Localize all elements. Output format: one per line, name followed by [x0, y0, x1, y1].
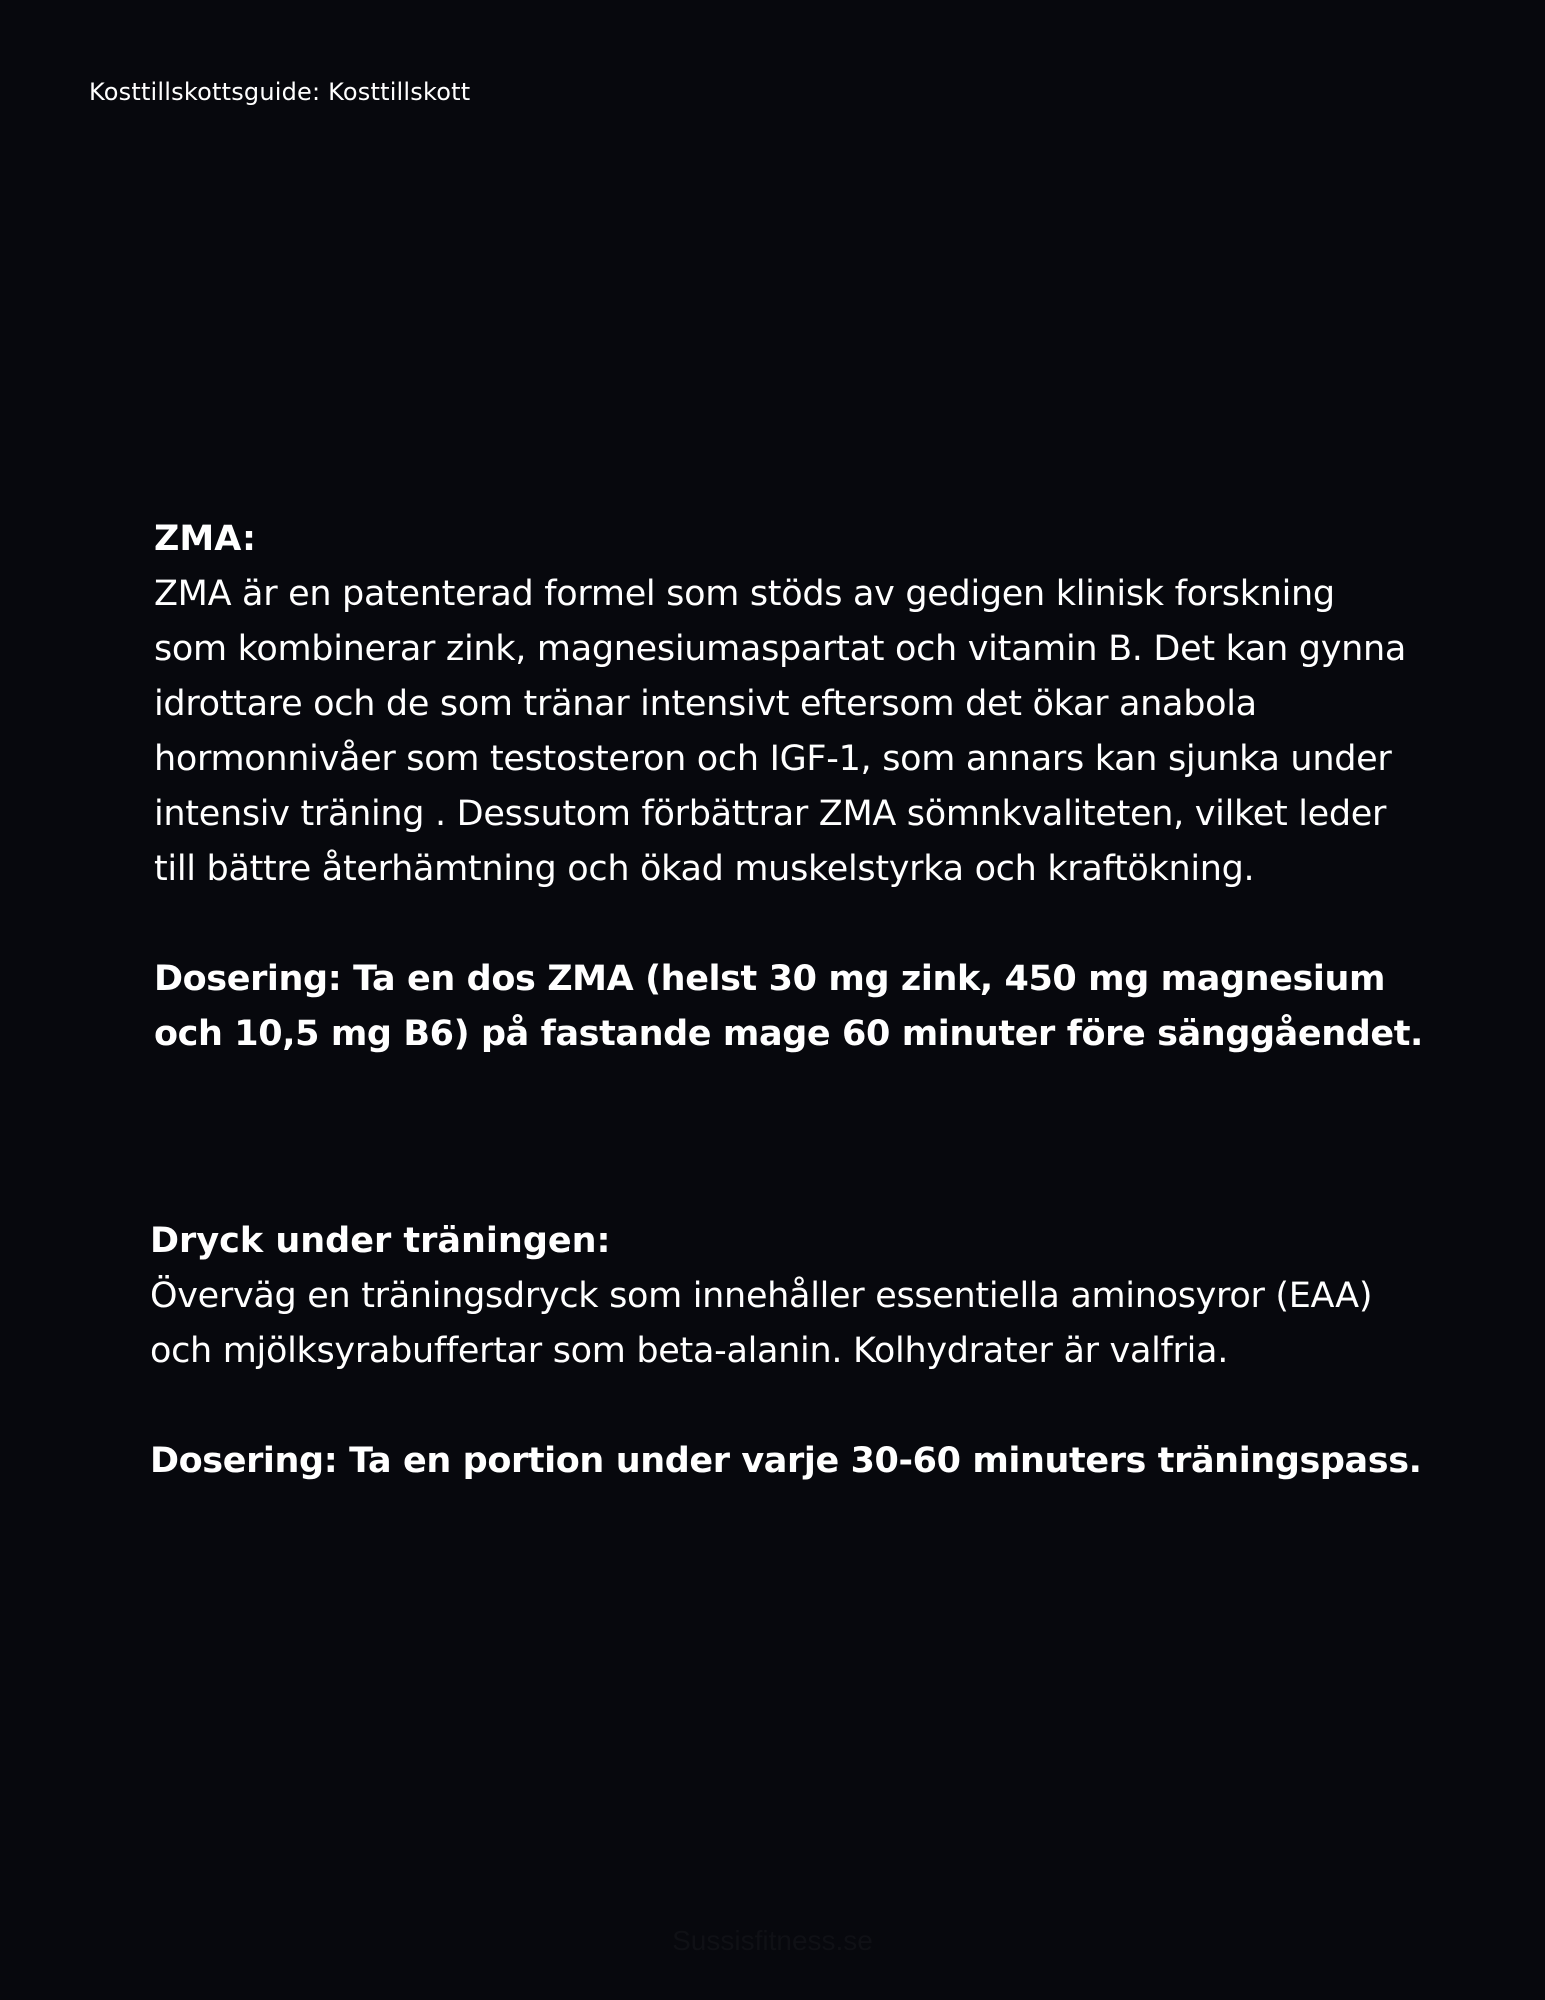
intra-workout-drink-description-line: och mjölksyrabuffertar som beta-alanin. Kolhydrater är valfria.: [150, 1331, 1229, 1371]
zma-description-line: som kombinerar zink, magnesiumaspartat och vitamin B. Det kan gynna: [154, 629, 1407, 669]
zma-description-line: idrottare och de som tränar intensivt eftersom det ökar anabola: [154, 684, 1257, 724]
footer-watermark: Sussisfitness.se: [672, 1925, 873, 1956]
intra-workout-drink-section: [150, 1214, 1450, 1489]
zma-title: ZMA:: [154, 519, 256, 559]
page-header: Kosttillskottsguide: Kosttillskott: [89, 78, 471, 106]
intra-workout-drink-description: [150, 1269, 1450, 1379]
zma-description-line: ZMA är en patenterad formel som stöds av gedigen klinisk forskning: [154, 574, 1335, 614]
zma-description-line: hormonnivåer som testosteron och IGF-1, som annars kan sjunka under: [154, 739, 1392, 779]
zma-description-line: till bättre återhämtning och ökad muskelstyrka och kraftökning.: [154, 849, 1255, 889]
zma-dosage-line: Dosering: Ta en dos ZMA (helst 30 mg zink, 450 mg magnesium: [154, 959, 1386, 999]
intra-workout-drink-dosage: [150, 1434, 1450, 1489]
zma-dosage-line: och 10,5 mg B6) på fastande mage 60 minuter före sänggåendet.: [154, 1014, 1423, 1054]
intra-workout-drink-title: Dryck under träningen:: [150, 1221, 611, 1261]
zma-description: [154, 567, 1454, 897]
zma-section: [154, 512, 1454, 1062]
intra-workout-drink-dosage-line: Dosering: Ta en portion under varje 30-60 minuters träningspass.: [150, 1441, 1422, 1481]
zma-dosage: [154, 952, 1454, 1062]
intra-workout-drink-description-line: Överväg en träningsdryck som innehåller essentiella aminosyror (EAA): [150, 1276, 1373, 1316]
zma-description-line: intensiv träning . Dessutom förbättrar ZMA sömnkvaliteten, vilket leder: [154, 794, 1387, 834]
